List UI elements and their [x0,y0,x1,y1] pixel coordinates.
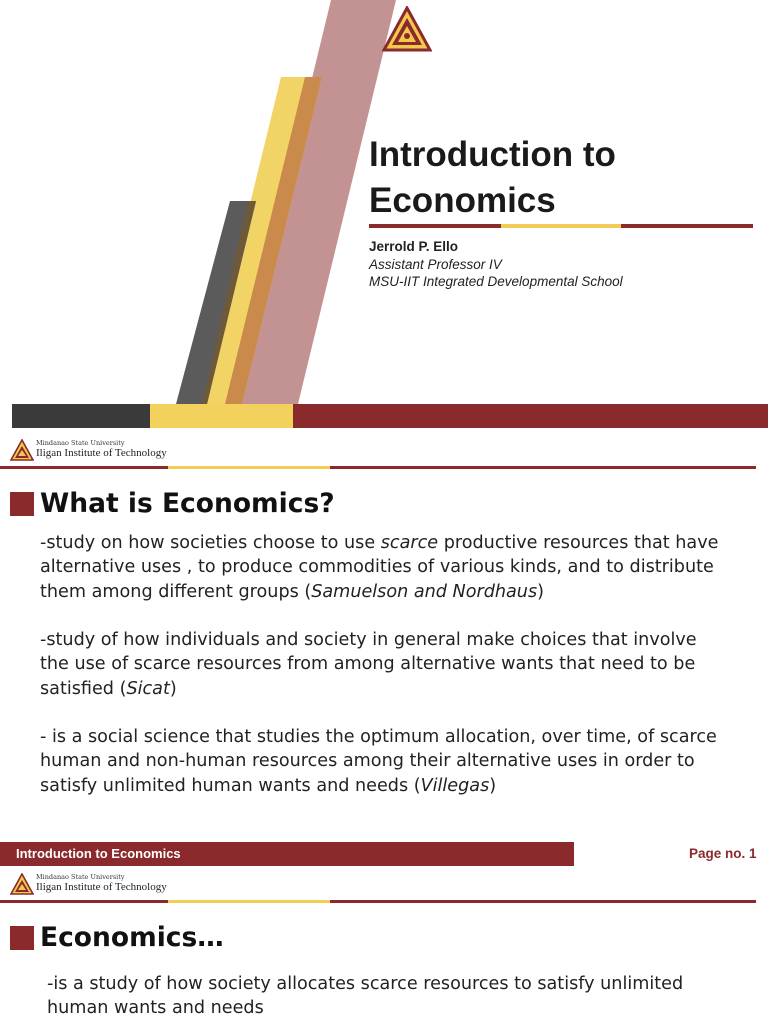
title-slide [0,0,768,432]
footer-title: Introduction to Economics [16,846,181,861]
title-bottom-band [12,404,768,428]
definitions-slide [0,432,768,870]
msu-iit-logo-icon [382,6,432,54]
footer-bar [0,842,574,866]
economics-definition: -is a study of how society allocates scarce resources to satisfy unlimited human wants and needs [47,974,684,1019]
economics-slide [0,866,768,1024]
institute-name: Iligan Institute of Technology [36,447,167,459]
slide-heading [10,488,335,519]
msu-iit-logo-icon [10,873,34,897]
source-sicat: Sicat [126,678,170,699]
header-rule [0,466,756,469]
definition-3: - is a social science that studies the optimum allocation, over time, of scarce human and non-human resources among their alternative uses in order to satisfy unlimited human wants and needs (Villegas) [40,727,717,796]
university-name: Mindanao State University [36,873,125,881]
author-block [369,238,623,291]
title-line-2: Economics [369,181,556,220]
page-number: Page no. 1 [689,846,757,861]
author-school: MSU-IIT Integrated Developmental School [369,274,623,289]
heading-text: What is Economics? [40,488,335,519]
slide-heading [10,922,224,953]
institute-name: Iligan Institute of Technology [36,881,167,893]
author-name: Jerrold P. Ello [369,239,459,254]
heading-square-icon [10,926,34,950]
presentation-title [369,132,749,224]
title-underline [369,224,753,228]
definition-1: -study on how societies choose to use scarce productive resources that have alternative uses , to produce commodities of various kinds, and to distribute them among different groups (Samuelson and Nordhaus) [40,533,719,602]
author-role: Assistant Professor IV [369,256,502,272]
heading-text: Economics… [40,922,224,953]
source-samuelson: Samuelson and Nordhaus [311,581,538,602]
university-name: Mindanao State University [36,439,125,447]
title-line-1: Introduction to [369,135,616,174]
msu-iit-logo-icon [10,439,34,463]
heading-square-icon [10,492,34,516]
source-villegas: Villegas [420,775,490,796]
header-rule [0,900,756,903]
slide-header [0,870,768,906]
definition-2: -study of how individuals and society in general make choices that involve the use of scarce resources from among alternative wants that need to be satisfied (Sicat) [40,630,697,699]
slide-header [0,436,768,472]
